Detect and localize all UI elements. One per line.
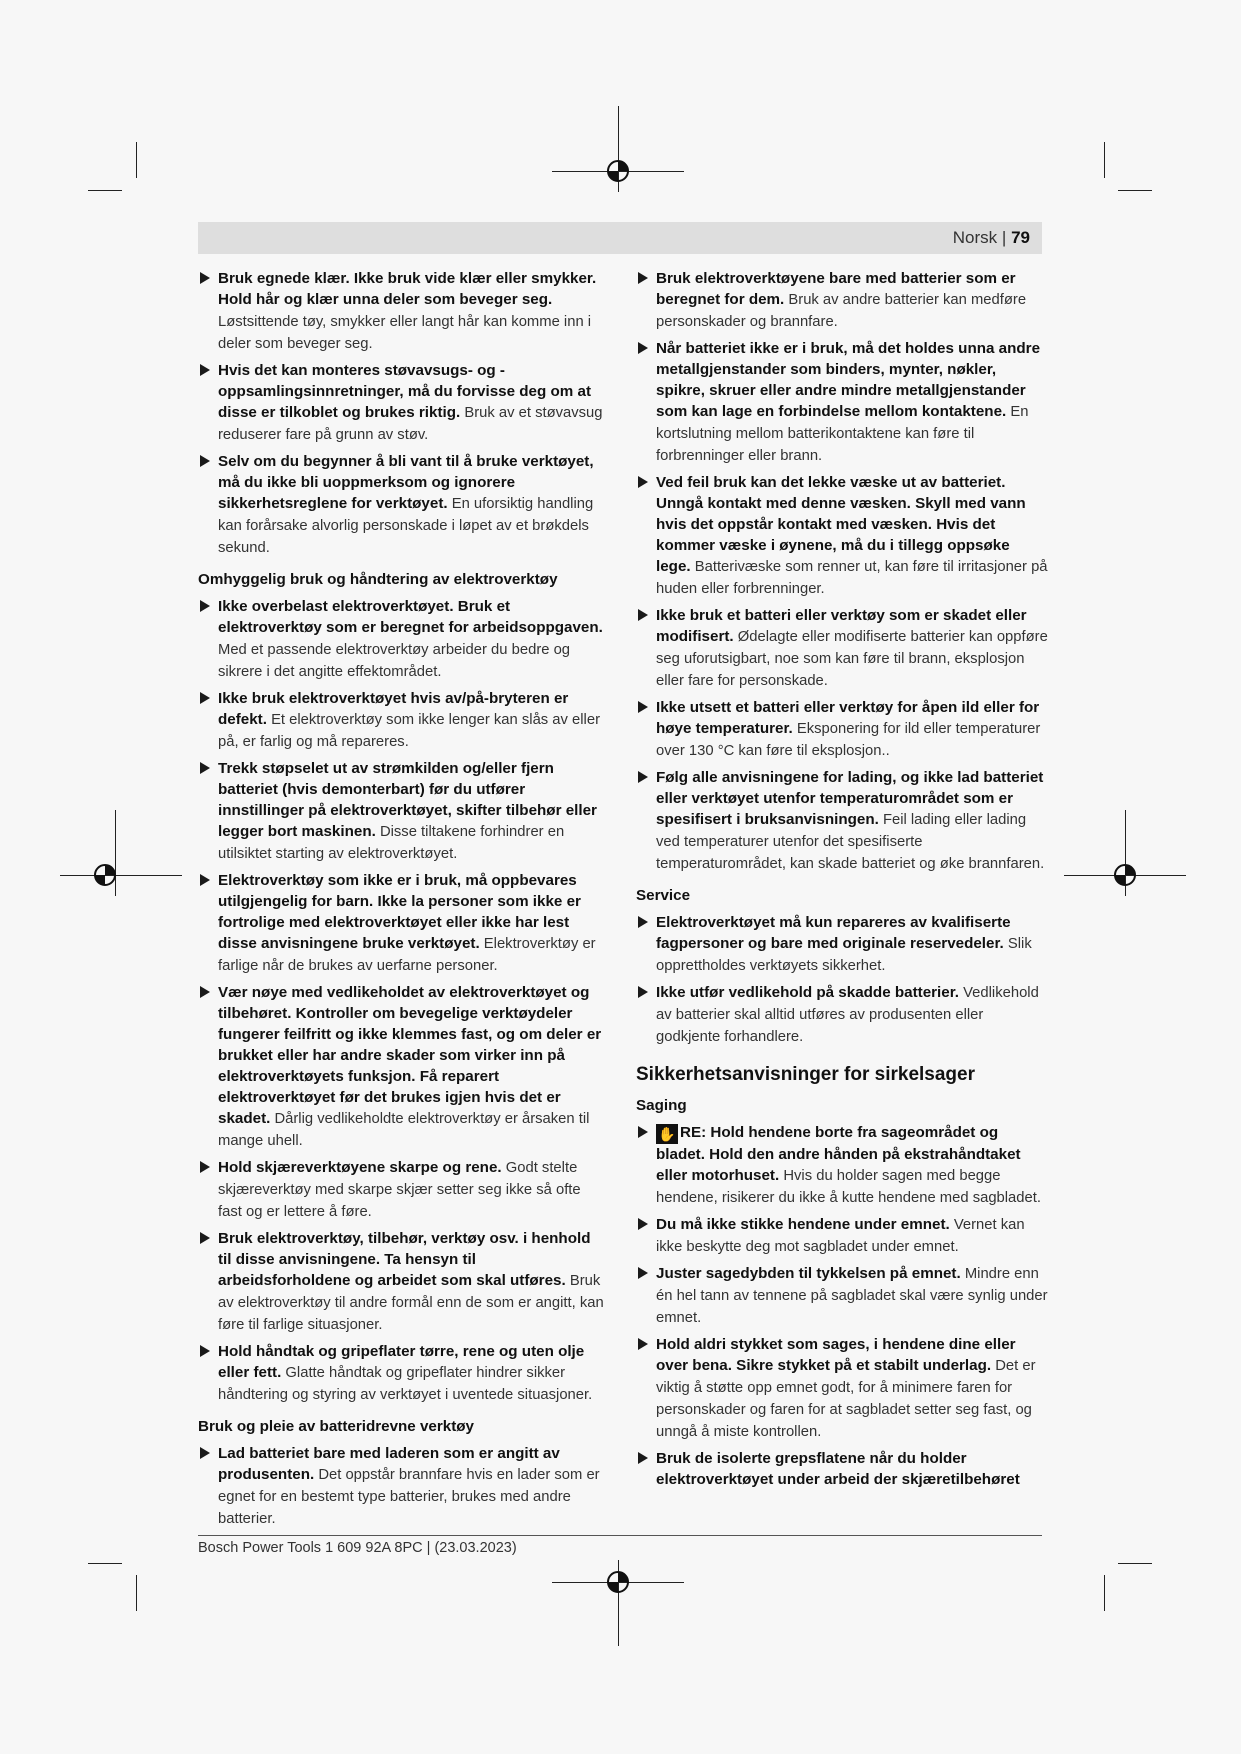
bullet-triangle-icon xyxy=(200,1232,210,1244)
crop-mark xyxy=(88,190,122,191)
section-subheading: Service xyxy=(636,887,691,904)
instruction-explanation-text: Bruk av elektroverktøy til andre formål enn de som er angitt, kan føre til farlige situasjoner. xyxy=(218,1273,604,1333)
instruction-bold-text: Juster sagedybden til tykkelsen på emnet. xyxy=(656,1265,961,1282)
instruction-bold-text: Ikke bruk et batteri eller verktøy som er skadet eller modifisert. xyxy=(656,607,1027,645)
left-column xyxy=(198,268,606,1535)
bullet-triangle-icon xyxy=(638,916,648,928)
safety-instruction xyxy=(198,1228,606,1336)
safety-instruction xyxy=(198,1157,606,1223)
safety-instruction xyxy=(636,1214,1048,1258)
instruction-bold-text: Hold håndtak og gripeflater tørre, rene og uten olje eller fett. xyxy=(218,1343,585,1381)
instruction-explanation-text: Det oppstår brannfare hvis en lader som er egnet for en bestemt type batterier, brukes med andre batterier. xyxy=(218,1467,600,1527)
safety-instruction xyxy=(198,268,606,355)
registration-target-icon xyxy=(1112,862,1138,888)
safety-instruction xyxy=(636,472,1048,600)
instruction-bold-text: Hold aldri stykket som sages, i hendene dine eller over bena. Sikre stykket på et stabilt underlag. xyxy=(656,1336,1016,1374)
instruction-bold-text: Ikke bruk elektroverktøyet hvis av/på-bryteren er defekt. xyxy=(218,690,569,728)
safety-instruction xyxy=(636,767,1048,875)
instruction-explanation-text: Hvis du holder sagen med begge hendene, risikerer du ikke å kutte hendene med sagbladet. xyxy=(656,1168,1041,1206)
section-title: Sikkerhetsanvisninger for sirkelsager xyxy=(636,1064,975,1085)
header-language: Norsk xyxy=(952,228,998,247)
instruction-bold-text: Selv om du begynner å bli vant til å bruke verktøyet, må du ikke bli uoppmerksom og ignorere sikkerhetsreglene for verktøyet. xyxy=(218,453,594,512)
crop-mark xyxy=(88,1563,122,1564)
instruction-explanation-text: Det er viktig å støtte opp emnet godt, for å minimere faren for personskader og faren for at sagbladet setter seg fast, og unngå å miste kontrollen. xyxy=(656,1358,1036,1440)
safety-instruction xyxy=(636,1448,1048,1491)
instruction-bold-text: Elektroverktøy som ikke er i bruk, må oppbevares utilgjengelig for barn. Ikke la personer som ikke er fortrolige med elektroverktøyet eller ikke har lest disse anvisningene bruke verktøyet. xyxy=(218,872,581,952)
bullet-triangle-icon xyxy=(200,874,210,886)
instruction-bold-text: Ikke utsett et batteri eller verktøy for åpen ild eller for høye temperaturer. xyxy=(656,699,1040,737)
safety-instruction xyxy=(198,688,606,753)
safety-instruction xyxy=(198,1341,606,1406)
safety-instruction xyxy=(636,605,1048,692)
bullet-triangle-icon xyxy=(638,476,648,488)
bullet-triangle-icon xyxy=(638,986,648,998)
instruction-explanation-text: Glatte håndtak og gripeflater hindrer sikker håndtering og styring av verktøyet i uventede situasjoner. xyxy=(218,1365,593,1403)
instruction-explanation-text: Bruk av andre batterier kan medføre personskader og brannfare. xyxy=(656,292,1027,330)
crop-mark xyxy=(136,142,137,178)
crop-mark xyxy=(1104,1575,1105,1611)
instruction-bold-text: Følg alle anvisningene for lading, og ikke lad batteriet eller verktøyet utenfor temperaturområdet som er spesifisert i bruksanvisningen. xyxy=(656,769,1044,828)
crop-mark xyxy=(1104,142,1105,178)
safety-instruction xyxy=(198,596,606,683)
bullet-triangle-icon xyxy=(638,1452,648,1464)
bullet-triangle-icon xyxy=(200,692,210,704)
bullet-triangle-icon xyxy=(200,600,210,612)
instruction-explanation-text: Med et passende elektroverktøy arbeider du bedre og sikrere i det angitte effektområdet. xyxy=(218,642,571,680)
safety-instruction xyxy=(198,982,606,1152)
bullet-triangle-icon xyxy=(638,1267,648,1279)
instruction-explanation-text: Et elektroverktøy som ikke lenger kan slås av eller på, er farlig og må repareres. xyxy=(218,712,601,750)
safety-instruction xyxy=(636,1122,1048,1209)
crop-mark xyxy=(1118,1563,1152,1564)
safety-instruction xyxy=(636,268,1048,333)
instruction-explanation-text: En kortslutning mellom batterikontaktene kan føre til forbrenninger eller brann. xyxy=(656,404,1029,464)
instruction-bold-text: RE: Hold hendene borte fra sageområdet og bladet. Hold den andre hånden på ekstrahåndtaket eller motorhuset. xyxy=(656,1124,1021,1184)
instruction-bold-text: Bruk elektroverktøyene bare med batterier som er beregnet for dem. xyxy=(656,270,1016,308)
instruction-bold-text: Du må ikke stikke hendene under emnet. xyxy=(656,1216,950,1233)
instruction-explanation-text: Elektroverktøy er farlige når de brukes av uerfarne personer. xyxy=(218,936,596,974)
bullet-triangle-icon xyxy=(638,272,648,284)
section-subheading: Saging xyxy=(636,1097,687,1114)
bullet-triangle-icon xyxy=(638,342,648,354)
instruction-bold-text: Elektroverktøyet må kun repareres av kvalifiserte fagpersoner og bare med originale reservedeler. xyxy=(656,914,1011,952)
instruction-bold-text: Ved feil bruk kan det lekke væske ut av batteriet. Unngå kontakt med denne væsken. Skyll med vann hvis det oppstår kontakt med væsken. Hvis det kommer væske i øynene, må du i tillegg oppsøke lege. xyxy=(656,474,1026,575)
instruction-bold-text: Ikke overbelast elektroverktøyet. Bruk et elektroverktøy som er beregnet for arbeidsoppgaven. xyxy=(218,598,603,636)
section-subheading: Bruk og pleie av batteridrevne verktøy xyxy=(198,1418,475,1435)
instruction-bold-text: Bruk elektroverktøy, tilbehør, verktøy osv. i henhold til disse anvisningene. Ta hensyn til arbeidsforholdene og arbeidet som skal utføres. xyxy=(218,1230,591,1289)
instruction-explanation-text: Dårlig vedlikeholdte elektroverktøy er årsaken til mange uhell. xyxy=(218,1111,590,1149)
bullet-triangle-icon xyxy=(200,364,210,376)
crop-mark xyxy=(136,1575,137,1611)
instruction-bold-text: Trekk støpselet ut av strømkilden og/eller fjern batteriet (hvis demonterbart) før du utfører innstillinger på elektroverktøyet, skifter tilbehør eller legger bort maskinen. xyxy=(218,760,597,840)
bullet-triangle-icon xyxy=(638,701,648,713)
safety-instruction xyxy=(198,758,606,865)
instruction-explanation-text: Vedlikehold av batterier skal alltid utføres av produsenten eller godkjente forhandlere. xyxy=(656,985,1039,1045)
instruction-explanation-text: En uforsiktig handling kan forårsake alvorlig personskade i løpet av et brøkdels sekund. xyxy=(218,496,594,556)
registration-target-icon xyxy=(605,158,631,184)
page-footer: Bosch Power Tools 1 609 92A 8PC | (23.03.2023) xyxy=(198,1540,517,1556)
registration-target-icon xyxy=(92,862,118,888)
registration-target-icon xyxy=(605,1569,631,1595)
safety-instruction xyxy=(636,1263,1048,1329)
safety-instruction xyxy=(636,338,1048,467)
instruction-bold-text: Hold skjæreverktøyene skarpe og rene. xyxy=(218,1159,502,1176)
bullet-triangle-icon xyxy=(638,1126,648,1138)
instruction-bold-text: Vær nøye med vedlikeholdet av elektroverktøyet og tilbehøret. Kontroller om bevegelige verktøydeler fungerer feilfritt og ikke klemmes fast, og om deler er brukket eller har andre skader som virker inn på elektroverktøyets funksjon. Få reparert elektroverktøyet før det brukes igjen hvis det er skadet. xyxy=(218,984,602,1127)
instruction-explanation-text: Batterivæske som renner ut, kan føre til irritasjoner på huden eller forbrenninger. xyxy=(656,559,1048,597)
bullet-triangle-icon xyxy=(200,1161,210,1173)
instruction-explanation-text: Ødelagte eller modifiserte batterier kan oppføre seg uforutsigbart, noe som kan føre til brann, eksplosjon eller fare for personskade. xyxy=(656,629,1048,689)
instruction-explanation-text: Feil lading eller lading ved temperaturer utenfor det spesifiserte temperaturområdet, kan skade batteriet og øke brannfaren. xyxy=(656,812,1045,872)
bullet-triangle-icon xyxy=(638,771,648,783)
instruction-bold-text: Bruk de isolerte grepsflatene når du holder elektroverktøyet under arbeid der skjæretilbehøret xyxy=(656,1450,1020,1488)
instruction-explanation-text: Bruk av et støvavsug reduserer fare på grunn av støv. xyxy=(218,405,603,443)
safety-instruction xyxy=(636,697,1048,762)
crop-mark xyxy=(1118,190,1152,191)
warning-hand-icon: ✋ xyxy=(656,1124,678,1144)
bullet-triangle-icon xyxy=(638,1338,648,1350)
section-subheading: Omhyggelig bruk og håndtering av elektroverktøy xyxy=(198,571,558,588)
safety-instruction xyxy=(198,451,606,559)
right-column xyxy=(636,268,1048,1496)
header-separator: | xyxy=(1001,228,1007,247)
bullet-triangle-icon xyxy=(638,1218,648,1230)
bullet-triangle-icon xyxy=(200,762,210,774)
instruction-explanation-text: Mindre enn én hel tann av tennene på sagbladet skal være synlig under emnet. xyxy=(656,1266,1048,1326)
bullet-triangle-icon xyxy=(200,455,210,467)
safety-instruction xyxy=(636,982,1048,1048)
instruction-explanation-text: Eksponering for ild eller temperaturer over 130 °C kan føre til eksplosjon.. xyxy=(656,721,1041,759)
safety-instruction xyxy=(198,360,606,446)
bullet-triangle-icon xyxy=(638,609,648,621)
instruction-bold-text: Når batteriet ikke er i bruk, må det holdes unna andre metallgjenstander som binders, mynter, nøkler, spikre, skruer eller andre mindre metallgjenstander som kan lage en forbindelse mellom kontaktene. xyxy=(656,340,1041,420)
instruction-bold-text: Lad batteriet bare med laderen som er angitt av produsenten. xyxy=(218,1445,560,1483)
instruction-explanation-text: Vernet kan ikke beskytte deg mot sagbladet under emnet. xyxy=(656,1217,1025,1255)
instruction-explanation-text: Godt stelte skjæreverktøy med skarpe skjær setter seg ikke så ofte fast og er lettere å føre. xyxy=(218,1160,581,1220)
instruction-bold-text: Hvis det kan monteres støvavsugs- og -oppsamlingsinnretninger, må du forvisse deg om at disse er tilkoblet og brukes riktig. xyxy=(218,362,592,421)
instruction-bold-text: Bruk egnede klær. Ikke bruk vide klær eller smykker. Hold hår og klær unna deler som beveger seg. xyxy=(218,270,597,308)
bullet-triangle-icon xyxy=(200,272,210,284)
bullet-triangle-icon xyxy=(200,1447,210,1459)
safety-instruction xyxy=(198,870,606,977)
page-number: 79 xyxy=(1011,228,1030,247)
instruction-explanation-text: Slik opprettholdes verktøyets sikkerhet. xyxy=(656,936,1032,974)
registration-line xyxy=(60,875,182,876)
bullet-triangle-icon xyxy=(200,986,210,998)
safety-instruction xyxy=(636,1334,1048,1443)
safety-instruction xyxy=(636,912,1048,977)
footer-rule xyxy=(198,1535,1042,1536)
page-header xyxy=(198,222,1042,254)
instruction-explanation-text: Løstsittende tøy, smykker eller langt hår kan komme inn i deler som beveger seg. xyxy=(218,314,592,352)
safety-instruction xyxy=(198,1443,606,1530)
bullet-triangle-icon xyxy=(200,1345,210,1357)
instruction-bold-text: Ikke utfør vedlikehold på skadde batterier. xyxy=(656,984,960,1001)
header-language-page xyxy=(953,228,1030,248)
instruction-explanation-text: Disse tiltakene forhindrer en utilsiktet starting av elektroverktøyet. xyxy=(218,824,565,862)
